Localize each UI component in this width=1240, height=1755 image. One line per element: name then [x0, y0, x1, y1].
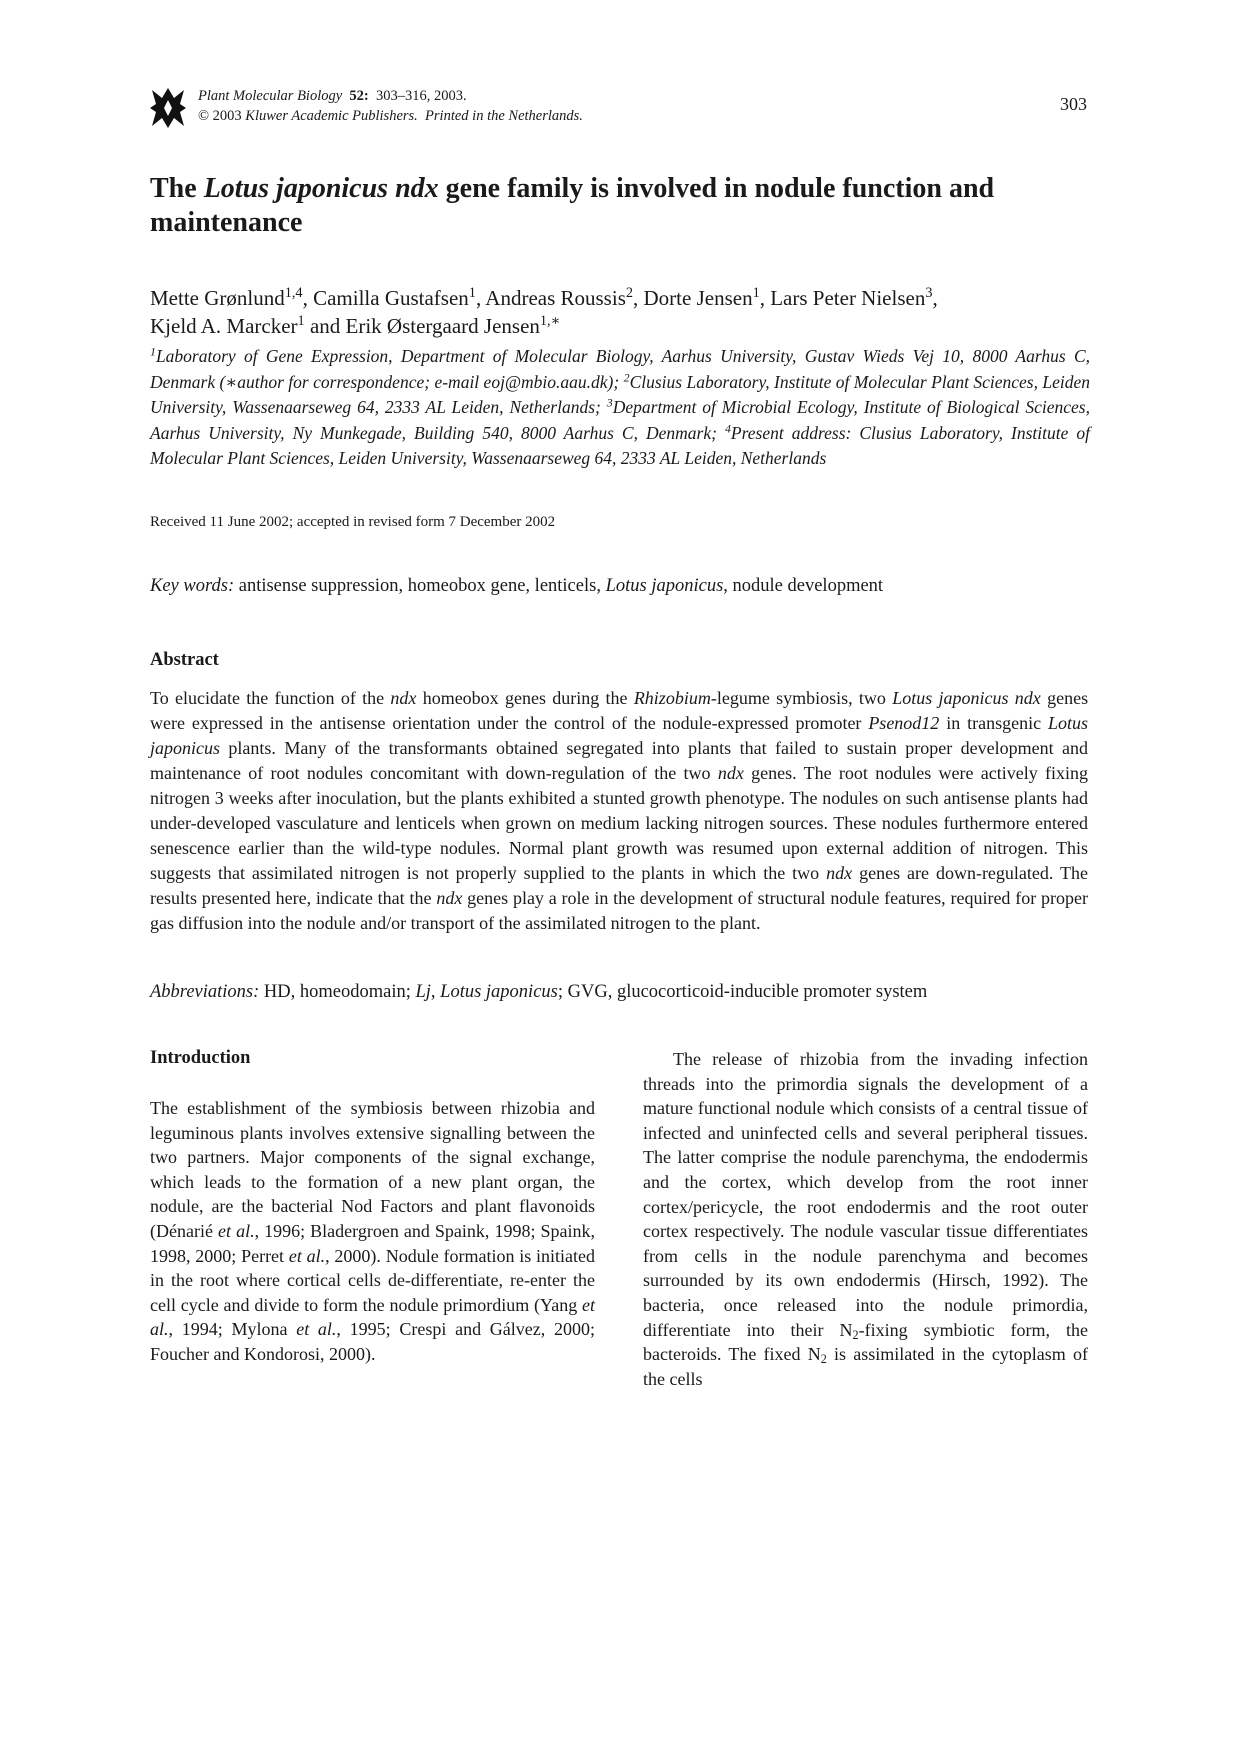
author-name: Mette Grønlund — [150, 286, 285, 310]
intro-text: , 1996; Bladergroen and Spaink, 1998; Spaink, 1998, 2000; Perret — [150, 1220, 596, 1266]
abstract-text: in transgenic — [946, 713, 1042, 733]
abstract-species: Lotus japonicus — [892, 688, 1009, 708]
intro-text: , 1994; Mylona — [168, 1319, 288, 1340]
abbreviations — [150, 982, 1090, 1003]
author-separator: and — [304, 314, 346, 338]
keywords-label: Key words: — [150, 576, 235, 596]
affiliations — [150, 344, 1090, 472]
publisher-name: Kluwer Academic Publishers. — [245, 108, 418, 124]
intro-text: , 2000). Nodule formation is initiated in the root where cortical cells de-differentiate, re-enter the cell cycle and divide to form the nodule primordium (Yang — [150, 1245, 596, 1315]
copyright-year: 2003 — [212, 108, 242, 124]
abstract-gene: ndx — [826, 863, 853, 883]
journal-copyright — [198, 106, 583, 126]
abstract-text: genes were expressed in the antisense orientation under the control of the nodule-expressed promoter — [150, 688, 1089, 733]
intro-text: is assimilated in the cytoplasm of the cells — [643, 1344, 1088, 1389]
author-affil-sup: 1 — [468, 285, 476, 302]
title-part1: The — [150, 173, 197, 204]
abstract-heading: Abstract — [150, 650, 219, 670]
keywords — [150, 576, 1090, 597]
abstract-gene: ndx — [436, 888, 463, 908]
author-affil-sup: 1 — [752, 285, 760, 302]
author-name: Kjeld A. Marcker — [150, 314, 298, 338]
publisher-logo-icon — [150, 86, 186, 130]
printed-note: Printed in the Netherlands. — [425, 108, 583, 124]
author-name: Lars Peter Nielsen — [770, 286, 926, 310]
abstract-genus: Rhizobium — [633, 688, 711, 708]
intro-subscript: 2 — [820, 1352, 827, 1367]
author-separator: , — [302, 286, 314, 310]
journal-volume: 52: — [349, 88, 369, 104]
intro-text: , 1995; Crespi and Gálvez, 2000; Foucher and Kondorosi, 2000). — [150, 1319, 595, 1364]
introduction-heading: Introduction — [150, 1048, 251, 1068]
intro-text: The establishment of the symbiosis between rhizobia and leguminous plants involves extensive signalling between the two partners. Major components of the signal exchange, which leads to the formation of a new plant organ, the nodule, are the bacterial Nod Factors and plant flavonoids (Dénarié — [150, 1098, 595, 1241]
affiliation-sup: 4 — [724, 420, 731, 435]
keywords-text: antisense suppression, homeobox gene, lenticels, — [238, 576, 601, 596]
abstract-text: homeobox genes during the — [422, 688, 628, 708]
journal-citation — [198, 86, 583, 106]
intro-etal: et al. — [218, 1220, 255, 1241]
abstract-text: To elucidate the function of the — [150, 688, 385, 708]
journal-name: Plant Molecular Biology — [198, 88, 343, 104]
author-affil-sup: 1,4 — [284, 285, 303, 302]
keywords-text-end: , nodule development — [723, 576, 884, 596]
abstract-text: -legume symbiosis, two — [710, 688, 886, 708]
introduction-right-column — [643, 1047, 1088, 1391]
title-part2: gene family is involved in nodule function and maintenance — [150, 173, 995, 238]
abbreviations-text: HD, homeodomain; — [263, 982, 411, 1002]
abbreviations-lj: Lj — [415, 982, 431, 1002]
affiliation-text: Laboratory of Gene Expression, Department of Molecular Biology, Aarhus University, Gustav Wieds Vej 10, 8000 Aarhus C, Denmark (∗author for correspondence; e-mail eoj@mbio.aau.dk); — [150, 346, 1090, 392]
title-species: Lotus japonicus — [203, 173, 389, 204]
paper-title — [150, 172, 1090, 240]
abstract-species: Lotus japonicus — [150, 713, 1088, 758]
author-separator: , — [759, 286, 771, 310]
journal-header — [198, 86, 583, 126]
author-separator: , — [475, 286, 486, 310]
abbreviations-text-end: ; GVG, glucocorticoid-inducible promoter system — [557, 982, 928, 1002]
author-list — [150, 284, 1090, 340]
affiliation-sup: 1 — [150, 344, 156, 359]
affiliation-sup: 2 — [623, 369, 630, 384]
abstract-gene: ndx — [1014, 688, 1041, 708]
received-dates: Received 11 June 2002; accepted in revised form 7 December 2002 — [150, 514, 556, 530]
intro-subscript: 2 — [852, 1327, 859, 1342]
intro-etal: et al. — [296, 1319, 337, 1340]
author-affil-sup: 2 — [625, 285, 634, 302]
author-name: Camilla Gustafsen — [313, 286, 469, 310]
abstract-promoter: Psenod12 — [868, 713, 940, 733]
abbreviations-comma: , — [430, 982, 436, 1002]
intro-etal: et al. — [288, 1245, 326, 1266]
introduction-left-column — [150, 1096, 595, 1367]
copyright-symbol: © — [198, 108, 210, 124]
keywords-species: Lotus japonicus — [605, 576, 724, 596]
affiliation-text: Clusius Laboratory, Institute of Molecular Plant Sciences, Leiden University, Wassenaarseweg 64, 2333 AL Leiden, Netherlands; — [150, 371, 1091, 417]
author-name: Andreas Roussis — [485, 286, 626, 310]
author-affil-sup: 3 — [925, 285, 933, 302]
abstract-text: genes are down-regulated. The results presented here, indicate that the — [150, 863, 1089, 908]
title-gene: ndx — [395, 173, 439, 204]
intro-text: The release of rhizobia from the invading infection threads into the primordia signals the development of a mature functional nodule which consists of a central tissue of infected and uninfected cells and several peripheral tissues. The latter comprise the nodule parenchyma, the endodermis and the cortex, which develop from the root inner cortex/pericycle, the root endodermis and the root outer cortex respectively. The nodule vascular tissue differentiates from cells in the nodule parenchyma and becomes surrounded by its own endodermis (Hirsch, 1992). The bacteria, once released into the nodule primordia, differentiate into their N — [643, 1049, 1088, 1340]
author-separator: , — [932, 286, 938, 310]
author-separator: , — [633, 286, 644, 310]
abstract-body — [150, 686, 1088, 936]
intro-etal: et al. — [150, 1294, 595, 1340]
affiliation-text: Department of Microbial Ecology, Institute of Biological Sciences, Aarhus University, Ny Munkegade, Building 540, 8000 Aarhus C, Denmark; — [150, 397, 1090, 443]
abstract-text: genes. The root nodules were actively fixing nitrogen 3 weeks after inoculation, but the plants exhibited a stunted growth phenotype. The nodules on such antisense plants had under-developed vasculature and lenticels when grown on medium lacking nitrogen sources. These nodules furthermore entered senescence earlier than the wild-type nodules. Normal plant growth was resumed upon external addition of nitrogen. This suggests that assimilated nitrogen is not properly supplied to the plants in which the two — [150, 763, 1089, 883]
abstract-text: genes play a role in the development of structural nodule features, required for proper gas diffusion into the nodule and/or transport of the assimilated nitrogen to the plant. — [150, 888, 1089, 933]
abstract-text: plants. Many of the transformants obtained segregated into plants that failed to sustain proper development and maintenance of root nodules concomitant with down-regulation of the two — [150, 738, 1088, 783]
author-name: Dorte Jensen — [643, 286, 753, 310]
author-name: Erik Østergaard Jensen — [345, 314, 540, 338]
page-number: 303 — [1060, 94, 1087, 114]
author-affil-sup: 1 — [297, 313, 305, 330]
abbreviations-species: Lotus japonicus — [440, 982, 558, 1002]
intro-text: -fixing symbiotic form, the bacteroids. The fixed N — [643, 1319, 1089, 1365]
abstract-gene: ndx — [717, 763, 744, 783]
author-affil-sup: 1,∗ — [539, 313, 561, 330]
affiliation-text: Present address: Clusius Laboratory, Institute of Molecular Plant Sciences, Leiden University, Wassenaarseweg 64, 2333 AL Leiden, Netherlands — [150, 422, 1091, 468]
abbreviations-label: Abbreviations: — [150, 982, 260, 1002]
abstract-gene: ndx — [390, 688, 417, 708]
affiliation-sup: 3 — [606, 395, 613, 410]
journal-pages-year: 303–316, 2003. — [376, 88, 467, 104]
